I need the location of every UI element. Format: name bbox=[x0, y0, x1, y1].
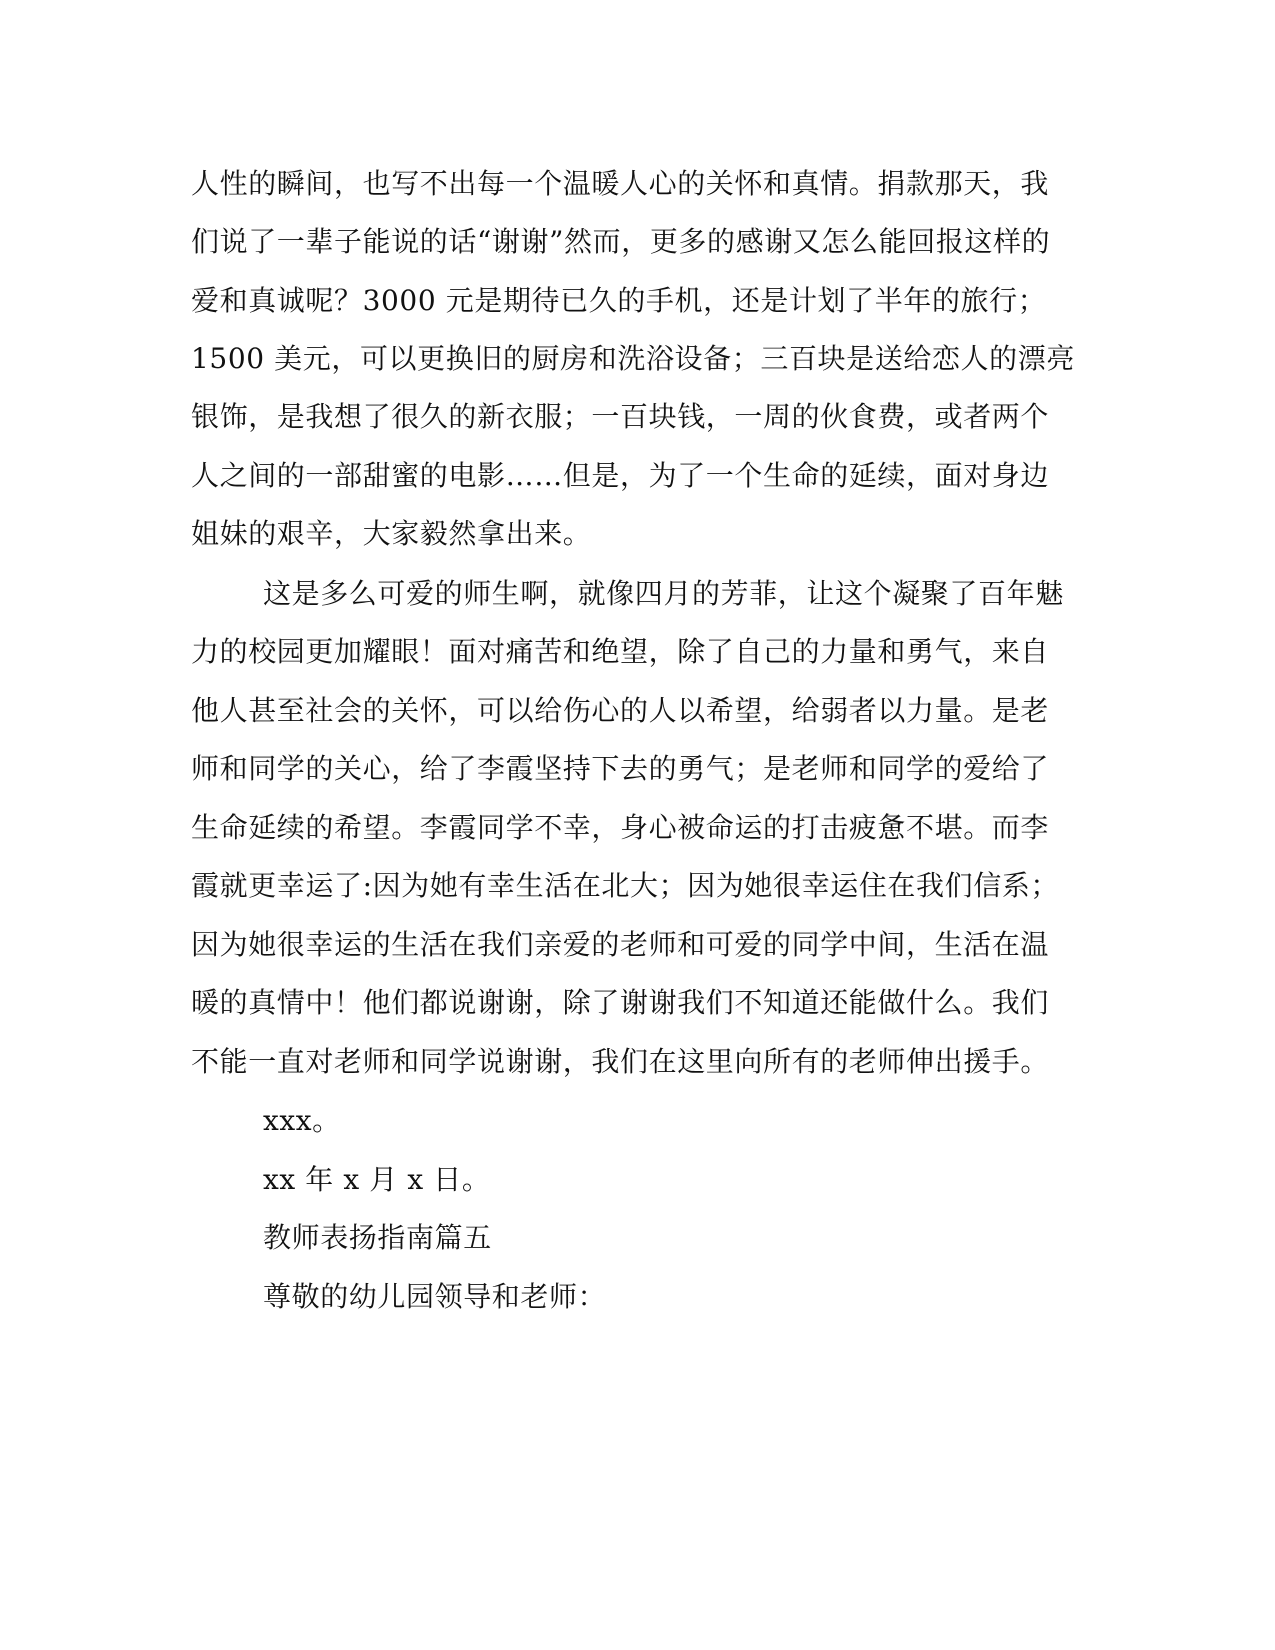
salutation: 尊敬的幼儿园领导和老师： bbox=[263, 1280, 607, 1313]
paragraph-1-line-1: 人性的瞬间，也写不出每一个温暖人心的关怀和真情。捐款那天，我 bbox=[191, 167, 1050, 200]
paragraph-2-line-8: 暖的真情中！他们都说谢谢，除了谢谢我们不知道还能做什么。我们 bbox=[191, 986, 1050, 1019]
paragraph-2-line-4: 师和同学的关心，给了李霞坚持下去的勇气；是老师和同学的爱给了 bbox=[191, 752, 1050, 785]
section-title: 教师表扬指南篇五 bbox=[263, 1221, 492, 1254]
paragraph-2-line-5: 生命延续的希望。李霞同学不幸，身心被命运的打击疲惫不堪。而李 bbox=[191, 811, 1050, 844]
paragraph-2-line-6: 霞就更幸运了:因为她有幸生活在北大；因为她很幸运住在我们信系； bbox=[191, 869, 1060, 902]
paragraph-2-line-9: 不能一直对老师和同学说谢谢，我们在这里向所有的老师伸出援手。 bbox=[191, 1045, 1050, 1078]
date-line: xx 年 x 月 x 日。 bbox=[263, 1163, 491, 1196]
paragraph-1-line-3: 爱和真诚呢？3000 元是期待已久的手机，还是计划了半年的旅行； bbox=[191, 284, 1047, 317]
paragraph-1-line-4: 1500 美元，可以更换旧的厨房和洗浴设备；三百块是送给恋人的漂亮 bbox=[191, 342, 1075, 375]
paragraph-2-line-7: 因为她很幸运的生活在我们亲爱的老师和可爱的同学中间，生活在温 bbox=[191, 928, 1050, 961]
paragraph-2-line-2: 力的校园更加耀眼！面对痛苦和绝望，除了自己的力量和勇气，来自 bbox=[191, 635, 1050, 668]
paragraph-1-line-7: 姐妹的艰辛，大家毅然拿出来。 bbox=[191, 517, 592, 550]
paragraph-2-line-1: 这是多么可爱的师生啊，就像四月的芳菲，让这个凝聚了百年魅 bbox=[263, 577, 1064, 610]
signature: xxx。 bbox=[263, 1104, 341, 1137]
paragraph-2-line-3: 他人甚至社会的关怀，可以给伤心的人以希望，给弱者以力量。是老 bbox=[191, 694, 1050, 727]
paragraph-1-line-5: 银饰，是我想了很久的新衣服；一百块钱，一周的伙食费，或者两个 bbox=[191, 400, 1050, 433]
paragraph-1-line-6: 人之间的一部甜蜜的电影……但是，为了一个生命的延续，面对身边 bbox=[191, 459, 1050, 492]
paragraph-1-line-2: 们说了一辈子能说的话“谢谢”然而，更多的感谢又怎么能回报这样的 bbox=[191, 225, 1051, 258]
